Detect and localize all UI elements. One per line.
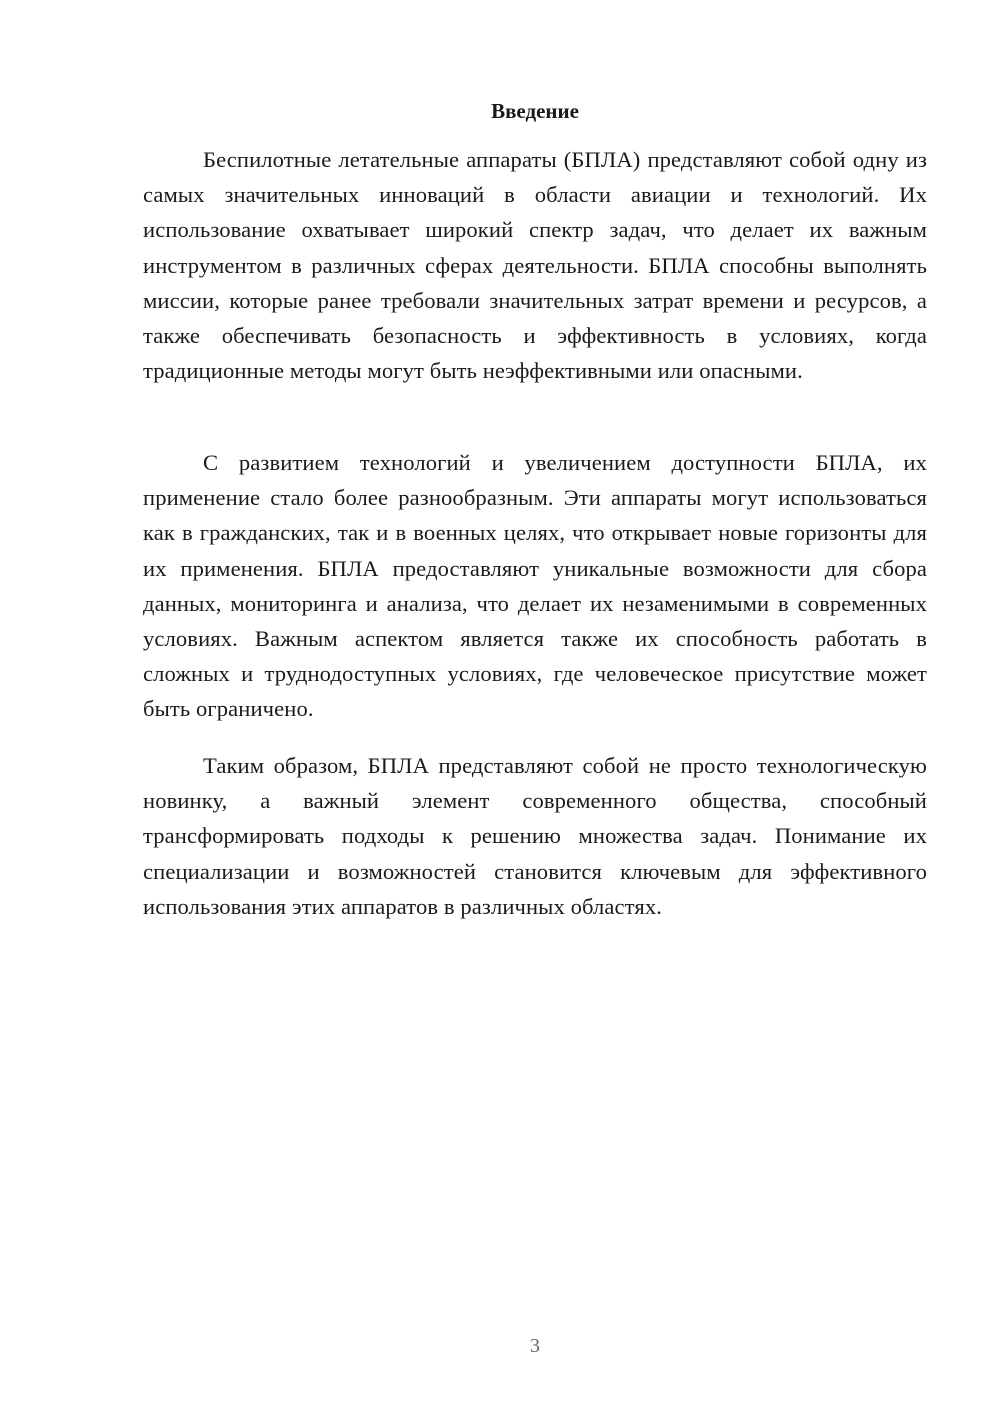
paragraph-1: Беспилотные летательные аппараты (БПЛА) представляют собой одну из самых значительных инноваций в области авиации и технологий. Их использование охватывает широкий спектр задач, что делает их важным инструментом в различных сферах деятельности. БПЛА способны выполнять миссии, которые ранее требовали значительных затрат времени и ресурсов, а также обеспечивать безопасность и эффективность в условиях, когда традиционные методы могут быть неэффективными или опасными. — [143, 147, 927, 384]
paragraph-2: С развитием технологий и увеличением доступности БПЛА, их применение стало более разнообразным. Эти аппараты могут использоваться как в гражданских, так и в военных целях, что открывает новые горизонты для их применения. БПЛА предоставляют уникальные возможности для сбора данных, мониторинга и анализа, что делает их незаменимыми в современных условиях. Важным аспектом является также их способность работать в сложных и труднодоступных условиях, где человеческое присутствие может быть ограничено. — [143, 450, 927, 722]
page-number: 3 — [530, 1335, 540, 1357]
section-title: Введение — [491, 99, 579, 123]
paragraph-3: Таким образом, БПЛА представляют собой не просто технологическую новинку, а важный элемент современного общества, способный трансформировать подходы к решению множества задач. Понимание их специализации и возможностей становится ключевым для эффективного использования этих аппаратов в различных областях. — [143, 753, 927, 919]
